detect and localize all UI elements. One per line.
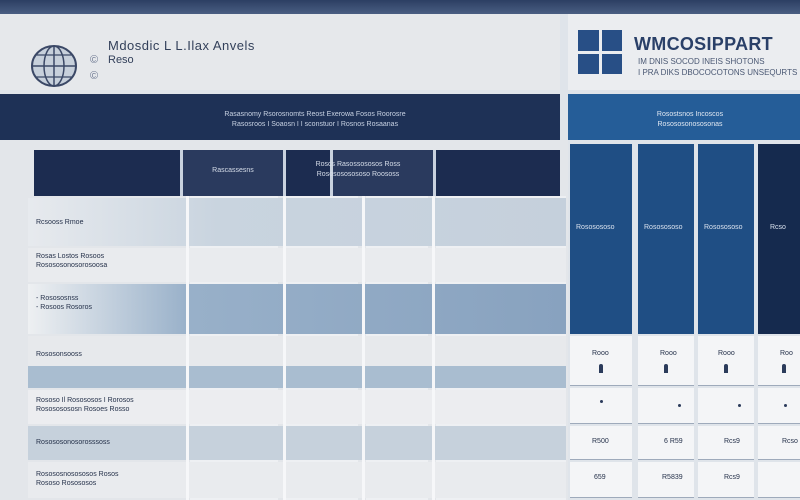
row-label [36, 294, 92, 312]
row-label-line: Rosososonosorosssoss [36, 439, 110, 446]
table-row [28, 336, 566, 366]
brand-header [568, 14, 800, 90]
row-label-line: Rosososososn Rosoes Rosso [36, 406, 130, 413]
plan-column-label: Rososososo [704, 224, 743, 231]
column-divider [362, 196, 365, 500]
plan-cell-value: Rooo [592, 350, 609, 357]
brand-tagline [638, 56, 797, 78]
company-header [0, 14, 560, 90]
plan-cell-value: Roo [780, 350, 793, 357]
column-divider [186, 196, 189, 500]
dot-icon [784, 404, 787, 407]
bullet-1: © [90, 54, 99, 66]
band-left-line-1: Rasasnomy Rsorosnomts Reost Exerowa Fosos Roorosre [224, 111, 406, 118]
plan-cell [698, 388, 754, 424]
band-right-line-1: Rosostsnos Incoscos [656, 111, 724, 118]
dot-icon [600, 400, 603, 403]
plan-column-label: Rcso [770, 224, 786, 231]
plan-cell-value: R5839 [662, 474, 683, 481]
plan-column[interactable] [698, 144, 754, 334]
table-row [28, 366, 566, 388]
plan-cell [758, 388, 800, 424]
plan-cell-value: Rooo [718, 350, 735, 357]
row-label-line: Rcsooss Rmoe [36, 219, 84, 226]
plan-cell-value: 659 [594, 474, 606, 481]
dot-icon [738, 404, 741, 407]
globe-icon [28, 42, 80, 90]
column-divider [283, 196, 286, 500]
table-row [28, 284, 566, 334]
plan-cell [570, 336, 632, 386]
band-left-line-2: Rasosroos I Soaosn I I sconstuor I Rosnos Rosaanas [231, 121, 399, 128]
row-label-line: Rosas Lostos Rosoos [36, 253, 105, 260]
row-label-line: - Rosososnss [36, 295, 79, 302]
plan-cell [698, 336, 754, 386]
check-icon [664, 364, 668, 373]
row-label-line: - Rosoos Rosoros [36, 304, 93, 311]
row-label-line: Rosososonosorosoosa [36, 262, 108, 269]
plan-column[interactable] [638, 144, 694, 334]
row-label [36, 350, 82, 359]
plan-cell [570, 388, 632, 424]
plan-cell-value: R500 [592, 438, 609, 445]
row-label-line: Rosososnosososos Rosos [36, 471, 119, 478]
row-label [36, 470, 119, 488]
plan-cell-value: Rcs9 [724, 438, 740, 445]
plan-cell-value: Rcso [782, 438, 798, 445]
brand-tagline-1: IM DNIS SOCOD INEIS SHOTONS [638, 57, 765, 66]
windows-logo-icon [578, 30, 622, 74]
title-band-left-text [170, 110, 460, 130]
company-bullets [90, 52, 98, 84]
plan-cell [758, 462, 800, 498]
plan-column-label: Rososososo [576, 224, 615, 231]
plan-column[interactable] [570, 144, 632, 334]
header-tab-2-label [290, 160, 426, 180]
check-icon [724, 364, 728, 373]
band-right-line-2: Rosososonososonas [657, 121, 723, 128]
plan-cell [638, 388, 694, 424]
plan-cell [638, 336, 694, 386]
column-divider [432, 196, 435, 500]
top-strip [0, 0, 800, 14]
check-icon [782, 364, 786, 373]
plan-cell [758, 336, 800, 386]
row-label-line: Rososo Rosososos [36, 480, 97, 487]
header-tab-2-line-2: Rososososososo Roososs [316, 171, 400, 178]
dot-icon [678, 404, 681, 407]
plan-cell-value: Rooo [660, 350, 677, 357]
table-row [28, 248, 566, 282]
company-name: Mdosdic L L.Ilax Anvels [108, 38, 255, 53]
row-label-line: Rososo Il Rosososos I Rorosos [36, 397, 134, 404]
row-label-line: Rososonsooss [36, 351, 82, 358]
plan-column-label: Rososososo [644, 224, 683, 231]
title-band-right-text [640, 110, 740, 130]
brand-tagline-2: I PRA DIKS DBOCOCOTONS UNSEQURTS [638, 68, 798, 77]
table-row [28, 198, 566, 246]
row-label [36, 218, 83, 227]
header-tab-2-line-1: Roscs Rasossososos Ross [315, 161, 401, 168]
plan-cell-value: 6 R59 [664, 438, 683, 445]
bullet-2: © [90, 70, 99, 82]
row-label [36, 438, 110, 447]
row-label [36, 396, 134, 414]
header-tab-1-label: Rascassesns [212, 167, 254, 174]
company-subtitle: Reso [108, 54, 134, 66]
brand-name: WMCOSIPPART [634, 34, 773, 54]
plan-column[interactable] [758, 144, 800, 334]
row-label [36, 252, 107, 270]
plan-cell-value: Rcs9 [724, 474, 740, 481]
check-icon [599, 364, 603, 373]
